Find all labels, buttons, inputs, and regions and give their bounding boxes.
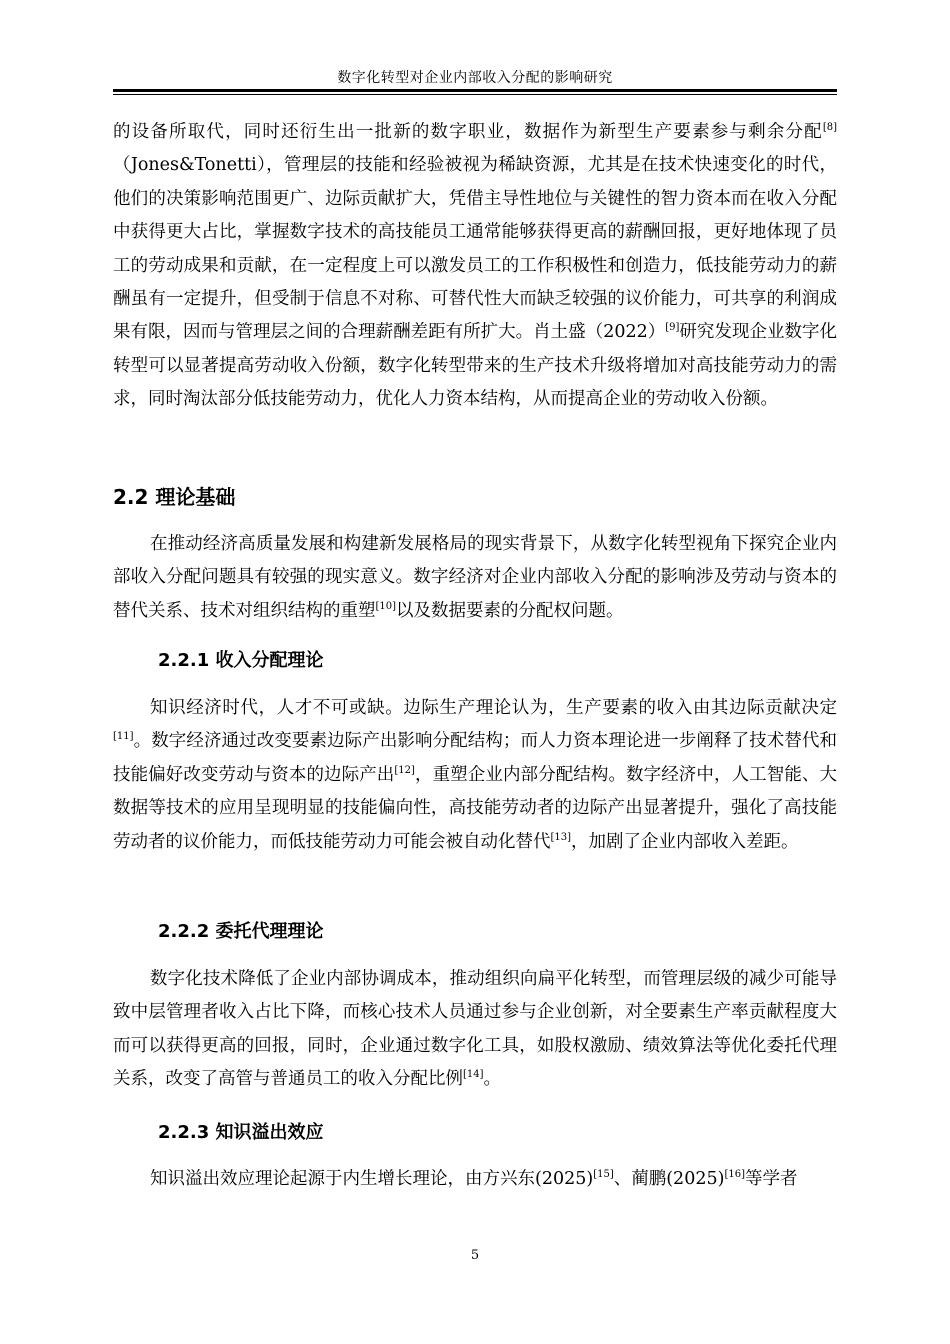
- para-text: 。数字经济通过改变要素边际产出影响分配结构；而人力资本理论进一步阐释了技术替代和技能偏好改变劳动与资本的边际产出: [113, 731, 837, 785]
- citation[interactable]: [15]: [593, 1169, 614, 1180]
- para-text: 数字化技术降低了企业内部协调成本，推动组织向扁平化转型，而管理层级的减少可能导致中层管理者收入占比下降，而核心技术人员通过参与企业创新，对全要素生产率贡献程度大而可以获得更高的回报，同时，企业通过数字化工具，如股权激励、绩效算法等优化委托代理关系，改变了高管与普通员工的收入分配比例: [113, 969, 837, 1090]
- para-text: 的设备所取代，同时还衍生出一批新的数字职业，数据作为新型生产要素参与剩余分配: [113, 122, 823, 142]
- header-rule-thin: [113, 94, 837, 95]
- citation[interactable]: [13]: [550, 831, 572, 843]
- section-2-2-1-body: [113, 692, 837, 859]
- para-text: 知识经济时代，人才不可或缺。边际生产理论认为，生产要素的收入由其边际贡献决定: [150, 698, 837, 718]
- section-2-2-1: [113, 648, 837, 674]
- citation[interactable]: [14]: [463, 1069, 484, 1081]
- para-text: （Jones&Tonetti），管理层的技能和经验被视为稀缺资源，尤其是在技术快速变化的时代，他们的决策影响范围更广、边际贡献扩大，凭借主导性地位与关键性的智力资本而在收入分配中获得更大占比，掌握数字技术的高技能员工通常能够获得更高的薪酬回报，更好地体现了员工的劳动成果和贡献，在一定程度上可以激发员工的工作积极性和创造力，低技能劳动力的薪酬虽有一定提升，但受制于信息不对称、可替代性大而缺乏较强的议价能力，可共享的利润成果有限，因而与管理层之间的合理薪酬差距有所扩大。肖土盛（2022）: [113, 155, 837, 343]
- section-heading: 2.2 理论基础: [113, 485, 236, 509]
- subsection-heading: 2.2.1 收入分配理论: [158, 650, 324, 671]
- paragraph-continued: [113, 116, 837, 417]
- section-2-2-3: [113, 1120, 837, 1146]
- page-number: 5: [470, 1248, 480, 1263]
- para-text: ，重塑企业内部分配结构。数字经济中，人工智能、大数据等技术的应用呈现明显的技能偏向性，高技能劳动者的边际产出显著提升，强化了高技能劳动者的议价能力，而低技能劳动力可能会被自动化替代: [113, 764, 838, 852]
- para-text: 、蔺鹏(2025): [613, 1169, 725, 1189]
- section-2-2-3-body: [113, 1163, 837, 1196]
- citation[interactable]: [11]: [113, 731, 134, 743]
- citation[interactable]: [9]: [665, 322, 680, 334]
- citation[interactable]: [16]: [724, 1169, 745, 1180]
- running-header: 数字化转型对企业内部收入分配的影响研究: [337, 70, 613, 86]
- header-rule-thick: [113, 89, 837, 92]
- subsection-heading: 2.2.2 委托代理理论: [158, 921, 324, 942]
- para-text: 等学者: [744, 1169, 798, 1189]
- section-2-2-2-body: [113, 963, 837, 1097]
- para-text: 以及数据要素的分配权问题。: [396, 600, 624, 621]
- citation[interactable]: [10]: [375, 600, 397, 612]
- para-text: 知识溢出效应理论起源于内生增长理论，由方兴东(2025): [150, 1169, 594, 1189]
- subsection-heading: 2.2.3 知识溢出效应: [158, 1122, 324, 1143]
- section-2-2: [113, 483, 837, 511]
- para-text: ，加剧了企业内部收入差距。: [571, 831, 799, 852]
- para-text: 。: [483, 1069, 502, 1090]
- citation[interactable]: [12]: [394, 764, 415, 776]
- section-2-2-2: [113, 919, 837, 945]
- para-text: 研究发现企业数字化转型可以显著提高劳动收入份额，数字化转型带来的生产技术升级将增加对高技能劳动力的需求，同时淘汰部分低技能劳动力，优化人力资本结构，从而提高企业的劳动收入份额。: [113, 322, 837, 410]
- citation[interactable]: [8]: [822, 122, 837, 133]
- para-text: 在推动经济高质量发展和构建新发展格局的现实背景下，从数字化转型视角下探究企业内部收入分配问题具有较强的现实意义。数字经济对企业内部收入分配的影响涉及劳动与资本的替代关系、技术对组织结构的重塑: [113, 534, 837, 621]
- section-2-2-body: [113, 528, 837, 628]
